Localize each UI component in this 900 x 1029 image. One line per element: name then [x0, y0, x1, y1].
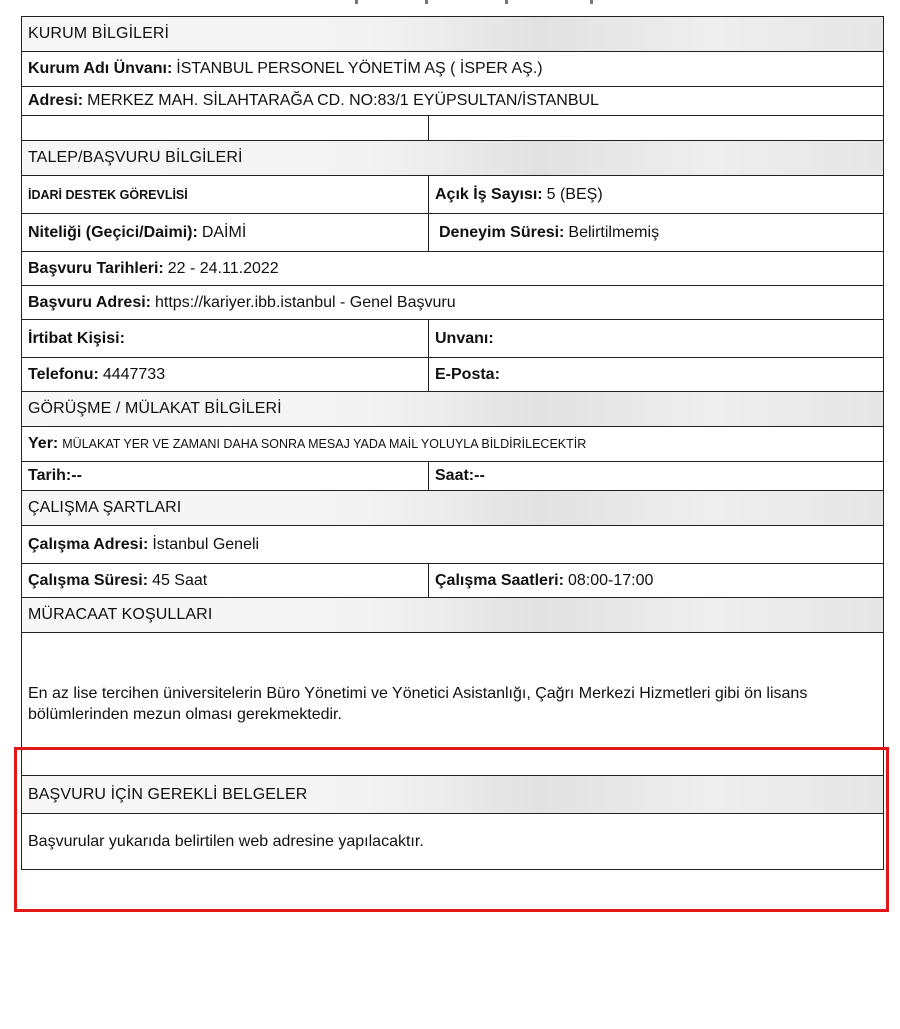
row-mulakat-yer	[22, 427, 883, 462]
row-kurum-adres	[22, 87, 883, 116]
field-value: MÜLAKAT YER VE ZAMANI DAHA SONRA MESAJ YADA MAİL YOLUYLA BİLDİRİLECEKTİR	[62, 437, 587, 451]
field-value: 5 (BEŞ)	[546, 185, 603, 203]
field-value: 45 Saat	[152, 571, 208, 589]
field-label: E-Posta:	[435, 365, 500, 383]
field-label: Adresi:	[28, 92, 84, 109]
field-label: Tarih:--	[28, 467, 82, 484]
row-pozisyon	[22, 176, 883, 214]
field-label: Telefonu:	[28, 365, 99, 383]
field-value: 4447733	[102, 365, 166, 383]
row-irtibat	[22, 320, 883, 358]
field-value: İstanbul Geneli	[152, 535, 260, 553]
field-value: MERKEZ MAH. SİLAHTARAĞA CD. NO:83/1 EYÜPSULTAN/İSTANBUL	[87, 92, 599, 109]
field-label: Niteliği (Geçici/Daimi):	[28, 223, 198, 241]
section-title: BAŞVURU İÇİN GEREKLİ BELGELER	[28, 785, 308, 803]
scan-artifact	[355, 0, 595, 4]
section-header-belgeler	[22, 776, 883, 814]
requirements-text: En az lise tercihen üniversitelerin Büro Yönetimi ve Yönetici Asistanlığı, Çağrı Merkezi Hizmetleri gibi ön lisans bölümlerinden mezun olması gerekmektedir.	[28, 685, 808, 723]
section-header-kurum	[22, 17, 883, 52]
row-belgeler-text	[22, 814, 883, 870]
row-basvuru-adres	[22, 286, 883, 320]
documents-text: Başvurular yukarıda belirtilen web adresine yapılacaktır.	[28, 832, 424, 850]
field-label: Unvanı:	[435, 329, 494, 347]
field-label: Saat:--	[435, 467, 485, 484]
row-mulakat-zaman	[22, 462, 883, 491]
field-value: DAİMİ	[201, 223, 247, 241]
section-title: TALEP/BAŞVURU BİLGİLERİ	[28, 149, 243, 166]
row-muracaat-text	[22, 633, 883, 776]
field-label: Çalışma Adresi:	[28, 535, 149, 553]
section-header-talep	[22, 141, 883, 176]
field-value: 22 - 24.11.2022	[167, 259, 279, 277]
row-telefon	[22, 358, 883, 392]
field-label: Çalışma Saatleri:	[435, 571, 564, 589]
section-header-gorusme	[22, 392, 883, 427]
section-title: ÇALIŞMA ŞARTLARI	[28, 499, 182, 516]
field-value: 08:00-17:00	[567, 571, 654, 589]
field-value: Belirtilmemiş	[568, 223, 660, 241]
field-label: Kurum Adı Ünvanı:	[28, 60, 173, 77]
field-value: https://kariyer.ibb.istanbul - Genel Başvuru	[155, 293, 456, 311]
field-value: İSTANBUL PERSONEL YÖNETİM AŞ ( İSPER AŞ.)	[176, 60, 543, 77]
position-title: İDARİ DESTEK GÖREVLİSİ	[28, 187, 188, 202]
section-title: GÖRÜŞME / MÜLAKAT BİLGİLERİ	[28, 400, 282, 417]
section-header-calisma	[22, 491, 883, 526]
section-title: KURUM BİLGİLERİ	[28, 25, 170, 42]
row-basvuru-tarih	[22, 252, 883, 286]
field-label: Başvuru Adresi:	[28, 293, 151, 311]
job-posting-form	[21, 16, 884, 870]
section-title: MÜRACAAT KOŞULLARI	[28, 606, 213, 623]
field-label: Yer:	[28, 435, 59, 452]
row-kurum-unvan	[22, 52, 883, 87]
field-label: Deneyim Süresi:	[439, 223, 565, 241]
field-label: İrtibat Kişisi:	[28, 329, 125, 347]
row-nitelik	[22, 214, 883, 252]
field-label: Açık İş Sayısı:	[435, 185, 543, 203]
row-calisma-adres	[22, 526, 883, 564]
field-label: Başvuru Tarihleri:	[28, 259, 164, 277]
field-label: Çalışma Süresi:	[28, 571, 149, 589]
row-empty	[22, 116, 883, 141]
row-calisma-sure	[22, 564, 883, 598]
section-header-muracaat	[22, 598, 883, 633]
